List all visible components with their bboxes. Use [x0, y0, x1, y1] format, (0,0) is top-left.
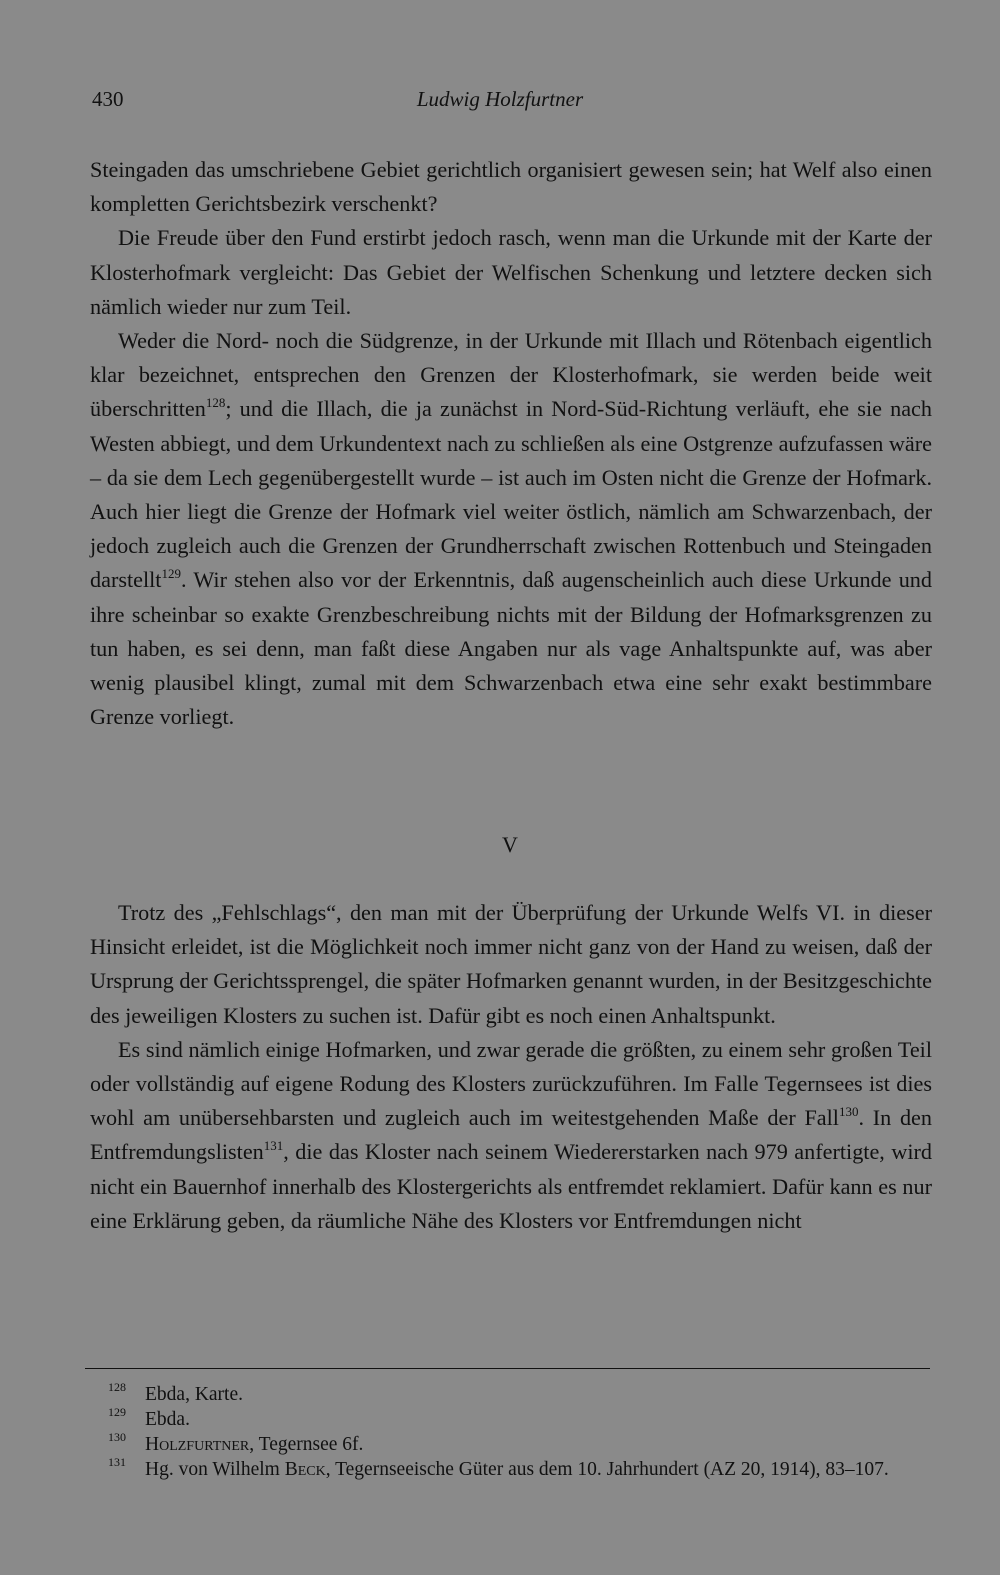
footnote-number: 131 — [108, 1455, 126, 1469]
footnote-number: 130 — [108, 1430, 126, 1444]
footnote-text: Ebda. — [145, 1409, 190, 1430]
footnote-number: 129 — [108, 1405, 126, 1419]
text-run: , die das Kloster nach seinem Wiedererstarken nach 979 anfertigte, wird nicht ein Bauernhof innerhalb des Klostergerichts als entfremdet reklamiert. Dafür kann es nur eine Erklärung geben, da räumliche Nähe des Klosters vor Entfremdungen nicht — [90, 1139, 932, 1233]
footnote-author: Beck — [284, 1459, 326, 1480]
footnote — [88, 1457, 938, 1482]
footnote-ref: 130 — [838, 1103, 859, 1119]
footnote-text: , Tegernsee 6f. — [249, 1434, 364, 1455]
section-1-body — [90, 153, 932, 734]
footnote-divider — [85, 1368, 930, 1369]
footnote-text: Hg. von Wilhelm — [145, 1459, 285, 1480]
paragraph — [90, 1033, 932, 1238]
text-run: . Wir stehen also vor der Erkenntnis, daß augenscheinlich auch diese Urkunde und ihre scheinbar so exakte Grenzbeschreibung nichts mit der Bildung der Hofmarksgrenzen zu tun haben, es sei denn, man faßt diese Angaben nur als vage Anhaltspunkte auf, was aber wenig plausibel klingt, zumal mit dem Schwarzenbach etwa eine sehr exakt bestimmbare Grenze vorliegt. — [90, 567, 932, 730]
paragraph: Steingaden das umschriebene Gebiet gerichtlich organisiert gewesen sein; hat Welf also einen kompletten Gerichtsbezirk verschenkt? — [90, 157, 932, 217]
footnote-number: 128 — [108, 1380, 126, 1394]
footnote-ref: 131 — [263, 1138, 284, 1154]
footnote — [88, 1382, 938, 1407]
footnote-text: Ebda, Karte. — [145, 1384, 243, 1405]
page-header — [92, 87, 908, 117]
running-title: Ludwig Holzfurtner — [416, 87, 584, 111]
footnote — [88, 1432, 938, 1457]
text-run: . In den Entfremdungslisten — [90, 1105, 932, 1165]
paragraph: Trotz des „Fehlschlags“, den man mit der Überprüfung der Urkunde Welfs VI. in dieser Hinsicht erleidet, ist die Möglichkeit noch immer nicht ganz von der Hand zu weisen, daß der Ursprung der Gerichtssprengel, die später Hofmarken genannt wurden, in der Besitzgeschichte des jeweiligen Klosters zu suchen ist. Dafür gibt es noch einen Anhaltspunkt. — [90, 900, 932, 1028]
text-run: ; und die Illach, die ja zunächst in Nord-Süd-Richtung verläuft, ehe sie nach Westen abbiegt, und dem Urkundentext nach zu schließen als eine Ostgrenze aufzufassen wäre – da sie dem Lech gegenübergestellt wurde – ist auch im Osten nicht die Grenze der Hofmark. Auch hier liegt die Grenze der Hofmark viel weiter östlich, nämlich am Schwarzenbach, der jedoch zugleich auch die Grenzen der Grundherrschaft zwischen Rottenbuch und Steingaden darstellt — [90, 396, 932, 593]
text-run: Es sind nämlich einige Hofmarken, und zwar gerade die größten, zu einem sehr großen Teil oder vollständig auf eigene Rodung des Klosters zurückzuführen. Im Falle Tegernsees ist dies wohl am unübersehbarsten und zugleich auch im weitestgehenden Maße der Fall — [90, 1036, 932, 1131]
page-number: 430 — [92, 87, 124, 111]
footnote-ref: 129 — [161, 566, 181, 582]
text-run: Weder die Nord- noch die Südgrenze, in der Urkunde mit Illach und Rötenbach eigentlich klar bezeichnet, entsprechen den Grenzen der Klosterhofmark, sie werden beide weit überschritten — [90, 328, 932, 422]
section-2-body — [90, 896, 932, 1238]
footnote-text: , Tegernseeische Güter aus dem 10. Jahrhundert (AZ 20, 1914), 83–107. — [325, 1459, 889, 1480]
footnotes — [88, 1382, 938, 1482]
footnote-ref: 128 — [205, 395, 226, 411]
paragraph — [90, 324, 932, 734]
footnote-author: Holzfurtner — [145, 1434, 250, 1455]
paragraph: Die Freude über den Fund erstirbt jedoch rasch, wenn man die Urkunde mit der Karte der Klosterhofmark vergleicht: Das Gebiet der Welfischen Schenkung und letztere decken sich nämlich wieder nur zum Teil. — [90, 225, 932, 319]
footnote — [88, 1407, 938, 1432]
section-heading: V — [502, 832, 518, 857]
